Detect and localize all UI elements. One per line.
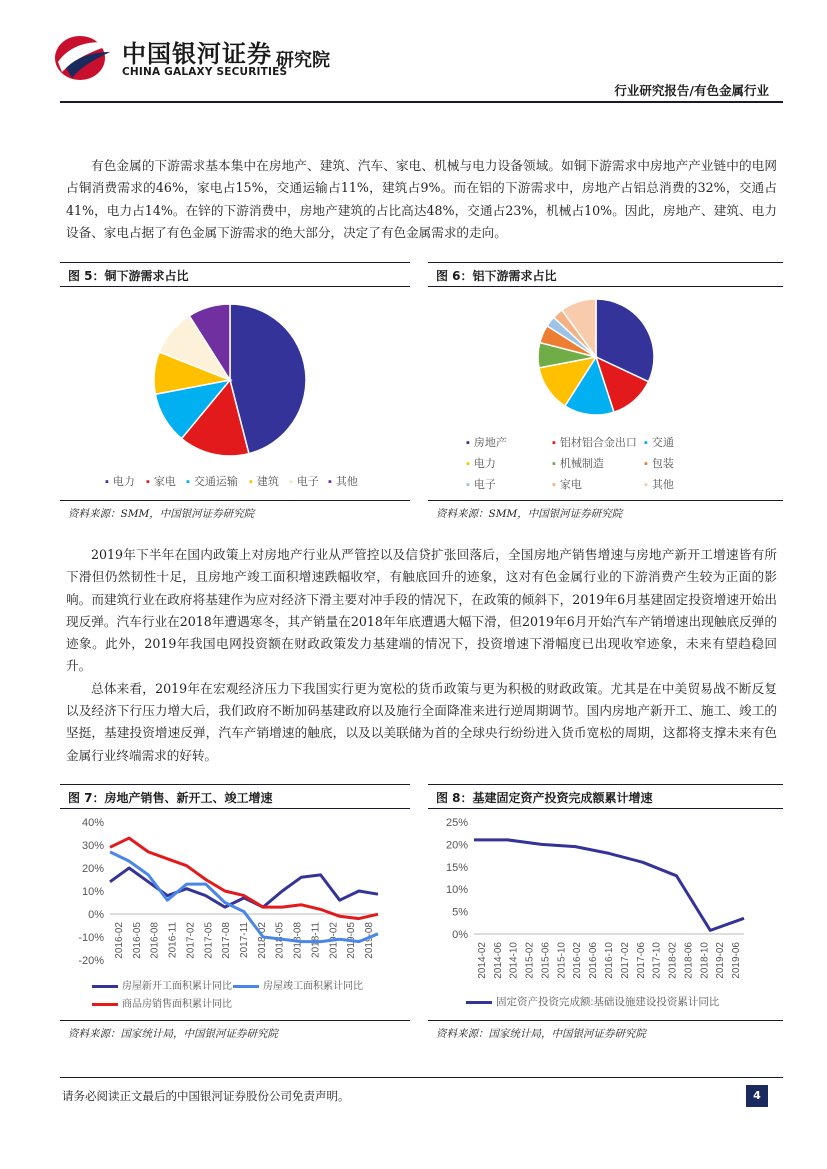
legend-item-appliance: ▪ 家电 bbox=[552, 479, 582, 491]
intro-text: 有色金属的下游需求基本集中在房地产、建筑、汽车、家电、机械与电力设备领域。如铜下游需求中房地产产业链中的电网占铜消费需求的46%，家电占15%，交通运输占11%，建筑占9%。而在铝的下游需求中，房地产占铝总消费的32%，交通占41%，电力占14%。在锌的下游消费中，房地产建筑的占比高达48%，交通占23%，机械占10%。因此，房地产、建筑、电力设备、家电占据了有色金属下游需求的绝大部分，决定了有色金属需求的走向。 bbox=[66, 158, 777, 240]
figure-5-source: 资料来源：SMM，中国银河证券研究院 bbox=[68, 508, 255, 520]
figure-8-source: 资料来源：国家统计局，中国银河证券研究院 bbox=[436, 1028, 646, 1040]
company-name-cn: 中国银河证券 bbox=[122, 40, 272, 68]
legend-item-completions: 房屋竣工面积累计同比 bbox=[233, 977, 363, 992]
body-paragraphs bbox=[66, 544, 777, 767]
footer-disclaimer: 请务必阅读正文最后的中国银河证券股份公司免责声明。 bbox=[62, 1089, 350, 1103]
page-number: 4 bbox=[746, 1085, 768, 1107]
legend-item-other: ▪ 其他 bbox=[644, 479, 674, 491]
y-tick-label: 5% bbox=[452, 906, 468, 919]
legend-item-electronics: ▪ 电子 bbox=[466, 479, 496, 491]
legend-item-machinery: ▪ 机械制造 bbox=[552, 458, 604, 470]
figure-6-title: 图 6：铝下游需求占比 bbox=[436, 269, 557, 283]
legend-item-other: ▪ 其他 bbox=[328, 476, 358, 488]
legend-item-transport: ▪ 交通运输 bbox=[186, 476, 238, 488]
y-tick-label: 30% bbox=[81, 840, 104, 852]
body-paragraph-1: 2019年下半年在国内政策上对房地产行业从严管控以及信贷扩张回落后，全国房地产销售增速与房地产新开工增速皆有所下滑但仍然韧性十足，且房地产竣工面积增速跌幅收窄，有触底回升的迹象，这对有色金属行业的下游消费产生较为正面的影响。而建筑行业在政府将基建作为应对经济下滑主要对冲手段的情况下，在政策的倾斜下，2019年6月基建固定投资增速开始出现反弹。汽车行业在2018年遭遇寒冬，其产销量在2018年年底遭遇大幅下滑，但2019年6月开始汽车产销增速出现触底反弹的迹象。此外，2019年我国电网投资额在财政政策发力基建端的情况下，投资增速下滑幅度已出现收窄迹象，未来有望趋稳回升。 bbox=[66, 547, 777, 674]
y-tick-label: 0% bbox=[88, 909, 104, 921]
x-tick-label: 2018-10 bbox=[699, 942, 711, 979]
legend-item-traffic: ▪ 交通 bbox=[644, 437, 674, 449]
figure-7 bbox=[60, 784, 410, 1046]
figure-8-title: 图 8：基建固定资产投资完成额累计增速 bbox=[436, 791, 653, 805]
footer-divider bbox=[60, 1077, 783, 1078]
x-tick-label: 2017-06 bbox=[635, 942, 647, 979]
aluminium-demand-pie-chart bbox=[428, 294, 783, 429]
x-tick-label: 2019-02 bbox=[715, 942, 727, 979]
figure-7-title: 图 7：房地产销售、新开工、竣工增速 bbox=[68, 791, 273, 805]
y-tick-label: 25% bbox=[445, 817, 468, 829]
legend-item-packaging: ▪ 包装 bbox=[644, 458, 674, 470]
series-line-0 bbox=[110, 868, 378, 907]
x-tick-label: 2017-02 bbox=[619, 942, 631, 979]
y-tick-label: 15% bbox=[445, 861, 468, 874]
x-tick-label: 2018-02 bbox=[667, 942, 679, 979]
figure-8-legend bbox=[428, 994, 783, 1010]
company-name-en: CHINA GALAXY SECURITIES bbox=[122, 66, 288, 78]
galaxy-logo-icon bbox=[52, 32, 116, 84]
x-tick-label: 2018-08 bbox=[292, 922, 304, 959]
x-tick-label: 2016-02 bbox=[113, 922, 125, 959]
figure-8 bbox=[428, 784, 783, 1046]
y-tick-label: 40% bbox=[81, 817, 104, 829]
copper-demand-pie-chart bbox=[60, 292, 410, 472]
figure-6-source: 资料来源：SMM，中国银河证券研究院 bbox=[436, 508, 623, 520]
x-tick-label: 2018-02 bbox=[256, 922, 268, 959]
x-tick-label: 2014-02 bbox=[476, 942, 488, 979]
legend-item-electronics: ▪ 电子 bbox=[289, 476, 319, 488]
x-tick-label: 2014-06 bbox=[492, 942, 504, 979]
series-line-0 bbox=[474, 840, 744, 931]
x-tick-label: 2016-02 bbox=[572, 942, 584, 979]
legend-item-real-estate: ▪ 房地产 bbox=[466, 437, 507, 449]
report-type: 行业研究报告/有色金属行业 bbox=[614, 83, 769, 98]
infrastructure-growth-line-chart bbox=[428, 814, 783, 1014]
x-tick-label: 2015-06 bbox=[540, 942, 552, 979]
y-tick-label: 10% bbox=[81, 886, 104, 898]
figure-7-source: 资料来源：国家统计局，中国银河证券研究院 bbox=[68, 1028, 278, 1040]
company-logo bbox=[52, 32, 352, 88]
figure-5 bbox=[60, 262, 410, 520]
x-tick-label: 2018-05 bbox=[274, 922, 286, 959]
legend-item-construction: ▪ 建筑 bbox=[249, 476, 279, 488]
legend-item-appliance: ▪ 家电 bbox=[146, 476, 176, 488]
y-tick-label: 20% bbox=[81, 863, 104, 875]
x-tick-label: 2016-08 bbox=[149, 922, 161, 959]
figure-6 bbox=[428, 262, 783, 520]
x-tick-label: 2017-08 bbox=[221, 922, 233, 959]
x-tick-label: 2016-11 bbox=[167, 922, 179, 958]
header-divider bbox=[60, 101, 783, 103]
x-tick-label: 2017-02 bbox=[185, 922, 197, 959]
y-tick-label: -10% bbox=[78, 932, 104, 944]
figure-7-legend bbox=[60, 977, 410, 1013]
x-tick-label: 2019-06 bbox=[731, 942, 743, 979]
x-tick-label: 2015-02 bbox=[524, 942, 536, 979]
figure-5-title: 图 5：铜下游需求占比 bbox=[68, 269, 189, 283]
y-tick-label: 10% bbox=[445, 884, 468, 897]
y-tick-label: 0% bbox=[452, 929, 468, 941]
figure-5-legend bbox=[60, 473, 410, 489]
x-tick-label: 2016-06 bbox=[588, 942, 600, 979]
x-tick-label: 2017-10 bbox=[651, 942, 663, 979]
figure-6-legend bbox=[428, 434, 783, 494]
x-tick-label: 2016-10 bbox=[604, 942, 615, 979]
legend-item-export: ▪ 铝材铝合金出口 bbox=[552, 437, 637, 449]
x-tick-label: 2017-05 bbox=[203, 922, 215, 959]
x-tick-label: 2019-08 bbox=[364, 922, 376, 959]
x-tick-label: 2017-11 bbox=[239, 922, 250, 958]
x-tick-label: 2018-06 bbox=[683, 942, 695, 979]
y-tick-label: 20% bbox=[445, 839, 468, 852]
institute-name: 研究院 bbox=[276, 50, 330, 71]
body-paragraph-2: 总体来看，2019年在宏观经济压力下我国实行更为宽松的货币政策与更为积极的财政政策。尤其是在中美贸易战不断反复以及经济下行压力增大后，我们政府不断加码基建政府以及施行全面降准来进行逆周期调节。国内房地产新开工、施工、竣工的坚挺，基建投资增速反弹，汽车产销增速的触底，以及以美联储为首的全球央行纷纷进入货币宽松的周期，这都将支撑未来有色金属行业终端需求的好转。 bbox=[66, 680, 777, 763]
legend-item-sales: 商品房销售面积累计同比 bbox=[92, 995, 232, 1010]
x-tick-label: 2014-10 bbox=[508, 942, 520, 979]
legend-item-power: ▪ 电力 bbox=[105, 476, 135, 488]
intro-paragraph bbox=[66, 155, 777, 244]
x-tick-label: 2018-11 bbox=[310, 922, 322, 958]
legend-item-infrastructure: 固定资产投资完成额:基础设施建设投资累计同比 bbox=[466, 994, 719, 1009]
x-tick-label: 2019-05 bbox=[346, 922, 358, 959]
legend-item-power: ▪ 电力 bbox=[466, 458, 496, 470]
y-tick-label: -20% bbox=[78, 955, 104, 967]
legend-item-new-starts: 房屋新开工面积累计同比 bbox=[92, 977, 232, 992]
x-tick-label: 2015-10 bbox=[556, 942, 568, 979]
x-tick-label: 2019-02 bbox=[328, 922, 340, 959]
real-estate-growth-line-chart bbox=[60, 814, 410, 1004]
x-tick-label: 2016-05 bbox=[131, 922, 143, 959]
